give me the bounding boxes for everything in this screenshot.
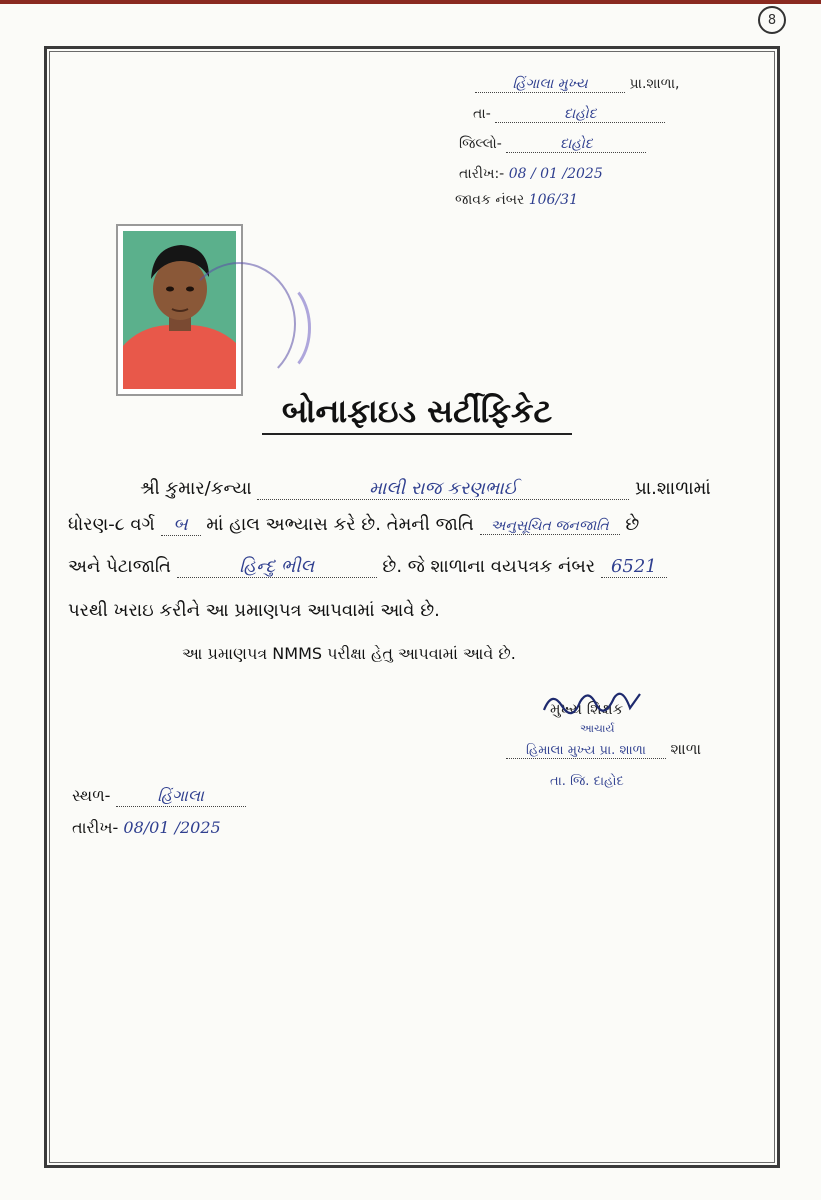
- school-stamp: હિમાલા મુખ્ય પ્રા. શાળા: [506, 743, 666, 759]
- date-label: તારીખ:-: [459, 166, 505, 182]
- taluka-label: તા-: [473, 106, 491, 122]
- line3-middle: છે. જે શાળાના વયપત્રક નંબર: [382, 556, 596, 577]
- body-line-3: [68, 556, 667, 578]
- school-name: હિંગાલા મુખ્ય: [475, 76, 625, 93]
- page-number: 8: [758, 6, 786, 34]
- footer-date-value: 08/01 /2025: [123, 818, 221, 837]
- outward-label: જાવક નંબર: [455, 192, 525, 208]
- register-number: 6521: [601, 556, 667, 578]
- std-label: ધોરણ-૮ વર્ગ: [68, 514, 155, 535]
- date-line: [459, 166, 603, 182]
- line2-end: છે: [625, 514, 640, 535]
- district-value: દાહોદ: [506, 136, 646, 153]
- school-suffix: પ્રા.શાળા,: [629, 76, 680, 92]
- body-line-1: [140, 478, 711, 500]
- subcaste-value: હિન્દુ ભીલ: [177, 556, 377, 578]
- taluka-line: [473, 106, 665, 123]
- school-stamp-suffix: શાળા: [670, 740, 702, 758]
- line1-suffix: પ્રા.શાળામાં: [635, 478, 711, 499]
- footer-date-line: [72, 818, 221, 838]
- stamp-address: તા. જિ. દાહોદ: [550, 774, 624, 789]
- district-line: [459, 136, 646, 153]
- signer-title: મુખ્ય શિક્ષક: [550, 700, 624, 718]
- body-line-2: [68, 514, 639, 536]
- subcaste-label: અને પેટાજાતિ: [68, 556, 171, 577]
- stamp-designation: આચાર્ય: [580, 722, 615, 735]
- student-prefix: શ્રી કુમાર/કન્યા: [140, 478, 252, 499]
- body-line-4: પરથી ખરાઇ કરીને આ પ્રમાણપત્ર આપવામાં આવે છે.: [68, 600, 440, 621]
- caste-value: અનુસૂચિત જનજાતિ: [480, 518, 620, 535]
- line2-middle: માં હાલ અભ્યાસ કરે છે. તેમની જાતિ: [206, 514, 474, 535]
- date-value: 08 / 01 /2025: [508, 166, 603, 182]
- taluka-value: દાહોદ: [495, 106, 665, 123]
- place-label: સ્થળ-: [72, 786, 111, 805]
- stamp-mark: [245, 280, 311, 376]
- certificate-title: બોનાફાઇડ સર્ટીફિકેટ: [262, 392, 572, 435]
- division-value: બ: [161, 514, 201, 536]
- school-line: [475, 76, 679, 93]
- student-name: માલી રાજ કરણભાઈ: [257, 478, 629, 500]
- body-line-5: આ પ્રમાણપત્ર NMMS પરીક્ષા હેતુ આપવામાં આવે છે.: [182, 644, 516, 663]
- district-label: જિલ્લો-: [459, 136, 502, 152]
- outward-value: 106/31: [528, 192, 578, 208]
- place-line: [72, 786, 246, 807]
- place-value: હિંગાલા: [116, 786, 246, 807]
- outward-line: [455, 192, 578, 208]
- footer-date-label: તારીખ-: [72, 818, 119, 837]
- signature-icon: [540, 686, 650, 720]
- school-stamp-line: [506, 740, 701, 759]
